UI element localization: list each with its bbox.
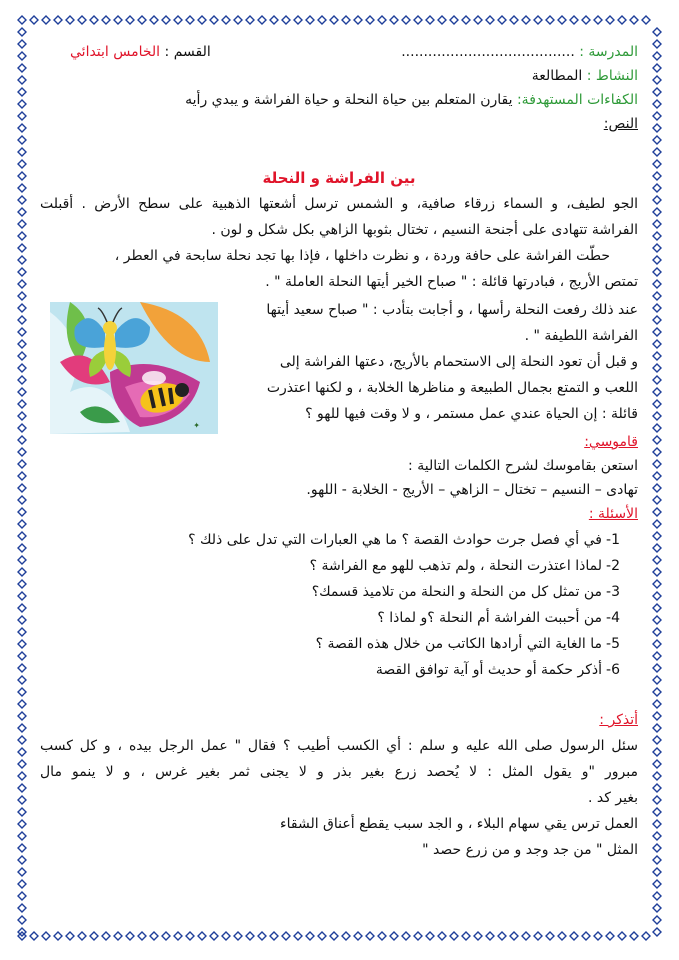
story-line-1: الجو لطيف، و السماء زرقاء صافية، و الشمس ترسل أشعتها الذهبية على سطح الأرض . أقبلت <box>40 196 638 212</box>
questions-label: الأسئلة : <box>588 506 638 522</box>
activity-value: المطالعة <box>531 68 583 84</box>
activity-label: النشاط : <box>586 68 638 84</box>
question-item <box>40 634 620 654</box>
dictionary-words: تهادى – النسيم – تختال – الزاهي – الأريج - الخلابة - اللهو. <box>306 482 638 498</box>
remember-line-4: العمل ترس يقي سهام البلاء ، و الجد سبب يقطع أعناق الشقاء <box>280 816 638 832</box>
story-line-7: و قبل أن تعود النحلة إلى الاستحمام بالأريج، دعتها الفراشة إلى <box>279 354 638 370</box>
question-number: 1- <box>606 532 620 548</box>
remember-line-1: سئل الرسول صلى الله عليه و سلم : أي الكسب أطيب ؟ فقال " عمل الرجل بيده ، و كل كسب <box>40 738 638 754</box>
header-row-school <box>40 42 638 62</box>
story-title: بين الفراشة و النحلة <box>262 169 416 187</box>
question-item <box>40 556 620 576</box>
section-value: الخامس ابتدائي <box>70 44 161 60</box>
question-item <box>40 660 620 680</box>
header-row-activity <box>40 66 638 86</box>
competence-value: يقارن المتعلم بين حياة النحلة و حياة الفراشة و يبدي رأيه <box>185 92 513 108</box>
question-text: أذكر حكمة أو حديث أو آية توافق القصة <box>375 662 602 678</box>
dictionary-label: قاموسي: <box>584 434 638 450</box>
story-line-4: تمتص الأريج ، فبادرتها قائلة : " صباح الخير أيتها النحلة العاملة " . <box>265 274 638 290</box>
school-dots: ....................................... <box>401 44 575 60</box>
story-line-3: حطّت الفراشة على حافة وردة ، و نظرت داخلها ، فإذا بها تجد نحلة سابحة في العطر ، <box>114 248 610 264</box>
remember-label: أتذكر : <box>599 712 638 728</box>
dictionary-instruction: استعن بقاموسك لشرح الكلمات التالية : <box>408 458 638 474</box>
header-row-text <box>40 114 638 134</box>
remember-line-2: مبرور "و يقول المثل : لا يُحصد زرع بغير بذر و لا يجنى ثمر بغير غرس ، و لا ينمو مال <box>40 764 638 780</box>
questions-heading <box>40 504 638 524</box>
worksheet-page <box>40 34 638 914</box>
question-text: من أحببت الفراشة أم النحلة ؟و لماذا ؟ <box>377 610 602 626</box>
section-label: القسم : <box>164 44 211 60</box>
question-text: في أي فصل جرت حوادث القصة ؟ ما هي العبارات التي تدل على ذلك ؟ <box>188 532 602 548</box>
question-item <box>40 582 620 602</box>
question-item <box>40 530 620 550</box>
remember-heading <box>40 710 638 730</box>
svg-text:✦: ✦ <box>193 421 200 430</box>
question-number: 4- <box>606 610 620 626</box>
story-line-9: قائلة : إن الحياة عندي عمل مستمر ، و لا وقت فيها للهو ؟ <box>305 406 638 422</box>
remember-line-5: المثل " من جد وجد و من زرع حصد " <box>422 842 638 858</box>
dictionary-heading <box>40 432 638 452</box>
school-label: المدرسة : <box>579 44 638 60</box>
remember-line-3: بغير كد . <box>588 790 638 806</box>
story-line-2: الفراشة تتهادى على أجنحة النسيم ، تختال بثوبها الزاهي بكل شكل و لون . <box>211 222 638 238</box>
question-text: ما الغاية التي أرادها الكاتب من خلال هذه القصة ؟ <box>315 636 602 652</box>
question-number: 3- <box>606 584 620 600</box>
question-number: 5- <box>606 636 620 652</box>
competence-label: الكفاءات المستهدفة: <box>516 92 638 108</box>
question-item <box>40 608 620 628</box>
story-line-8: اللعب و التمتع بجمال الطبيعة و مناظرها الخلابة ، و لكنها اعتذرت <box>266 380 638 396</box>
text-label: النص: <box>603 116 638 132</box>
section-field <box>70 42 211 62</box>
story-line-5: عند ذلك رفعت النحلة رأسها ، و أجابت بتأدب : " صباح سعيد أيتها <box>266 302 638 318</box>
header-row-competence <box>40 90 638 110</box>
butterfly-and-bee-illustration <box>50 302 218 434</box>
question-text: لماذا اعتذرت النحلة ، ولم تذهب للهو مع الفراشة ؟ <box>309 558 602 574</box>
question-number: 6- <box>606 662 620 678</box>
question-number: 2- <box>606 558 620 574</box>
story-line-6: الفراشة اللطيفة " . <box>524 328 638 344</box>
question-text: من تمثل كل من النحلة و النحلة من تلاميذ قسمك؟ <box>311 584 602 600</box>
